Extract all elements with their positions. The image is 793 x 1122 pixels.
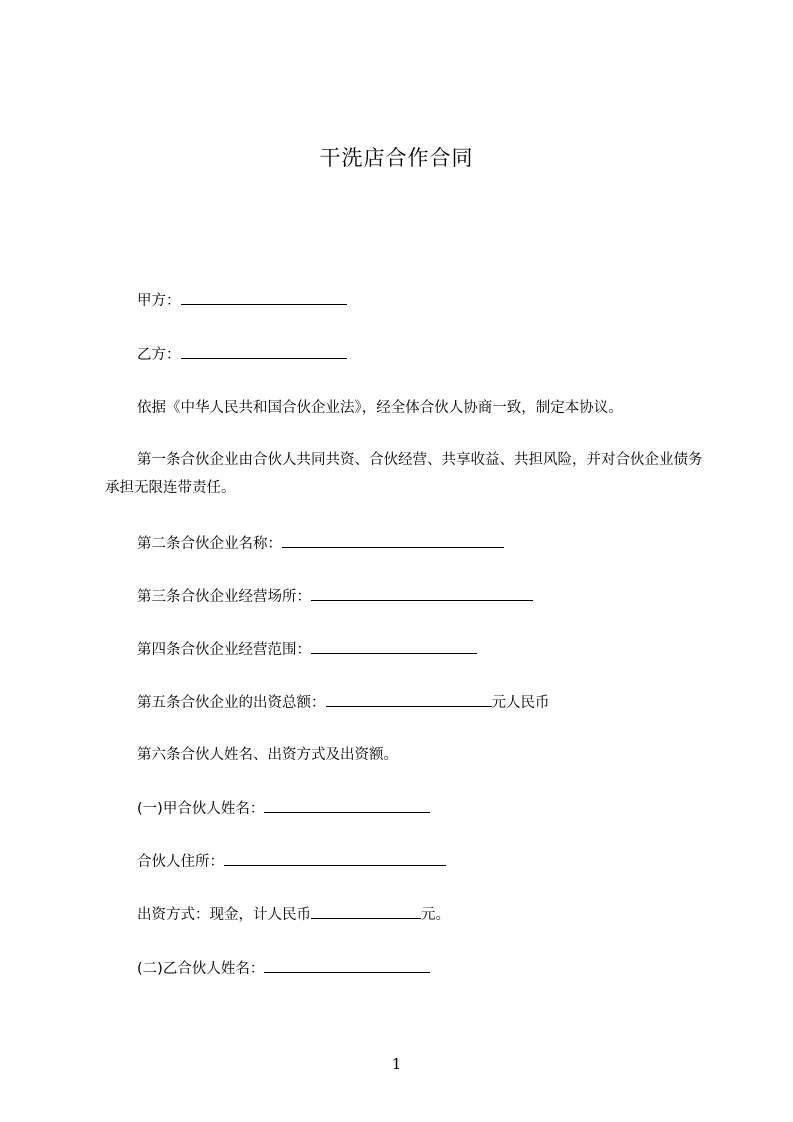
article-2-label: 第二条合伙企业名称： bbox=[137, 536, 282, 552]
partner-residence-label: 合伙人住所： bbox=[137, 854, 224, 870]
contribution-amount-blank[interactable] bbox=[311, 904, 421, 919]
partner-residence-blank[interactable] bbox=[224, 851, 446, 866]
party-a-blank[interactable] bbox=[181, 290, 347, 305]
article-5-suffix: 元人民币 bbox=[491, 695, 550, 711]
total-capital-blank[interactable] bbox=[326, 692, 492, 707]
article-3-label: 第三条合伙企业经营场所： bbox=[137, 589, 311, 605]
enterprise-name-blank[interactable] bbox=[282, 533, 504, 548]
partner-b-name-label: (二)乙合伙人姓名： bbox=[137, 961, 265, 977]
partner-a-name-label: (一)甲合伙人姓名： bbox=[137, 801, 265, 817]
party-b-label: 乙方： bbox=[137, 347, 181, 363]
article-6: 第六条合伙人姓名、出资方式及出资额。 bbox=[137, 747, 398, 763]
partner-a-name-blank[interactable] bbox=[264, 798, 430, 813]
contribution-line bbox=[137, 904, 450, 925]
party-b-blank[interactable] bbox=[181, 344, 347, 359]
party-a-line bbox=[137, 290, 347, 311]
business-premises-blank[interactable] bbox=[311, 586, 533, 601]
article-5-line bbox=[137, 692, 550, 713]
partner-b-name-blank[interactable] bbox=[264, 958, 430, 973]
partner-b-name-line bbox=[137, 958, 430, 979]
party-b-line bbox=[137, 344, 347, 365]
document-title: 干洗店合作合同 bbox=[319, 146, 474, 170]
article-5-label: 第五条合伙企业的出资总额： bbox=[137, 695, 326, 711]
article-3-line bbox=[137, 586, 533, 607]
contribution-suffix: 元。 bbox=[421, 907, 450, 923]
article-4-label: 第四条合伙企业经营范围： bbox=[137, 642, 311, 658]
article-2-line bbox=[137, 533, 504, 554]
page-number: 1 bbox=[391, 1055, 402, 1073]
preamble: 依据《中华人民共和国合伙企业法》，经全体合伙人协商一致，制定本协议。 bbox=[137, 400, 623, 416]
business-scope-blank[interactable] bbox=[311, 639, 477, 654]
party-a-label: 甲方： bbox=[137, 293, 181, 309]
partner-residence-line bbox=[137, 851, 446, 872]
article-1: 第一条合伙企业由合伙人共同共资、合伙经营、共享收益、共担风险，并对合伙企业债务承担无限连带责任。 bbox=[105, 452, 703, 496]
contribution-label: 出资方式：现金，计人民币 bbox=[137, 907, 311, 923]
partner-a-name-line bbox=[137, 798, 430, 819]
article-4-line bbox=[137, 639, 477, 660]
